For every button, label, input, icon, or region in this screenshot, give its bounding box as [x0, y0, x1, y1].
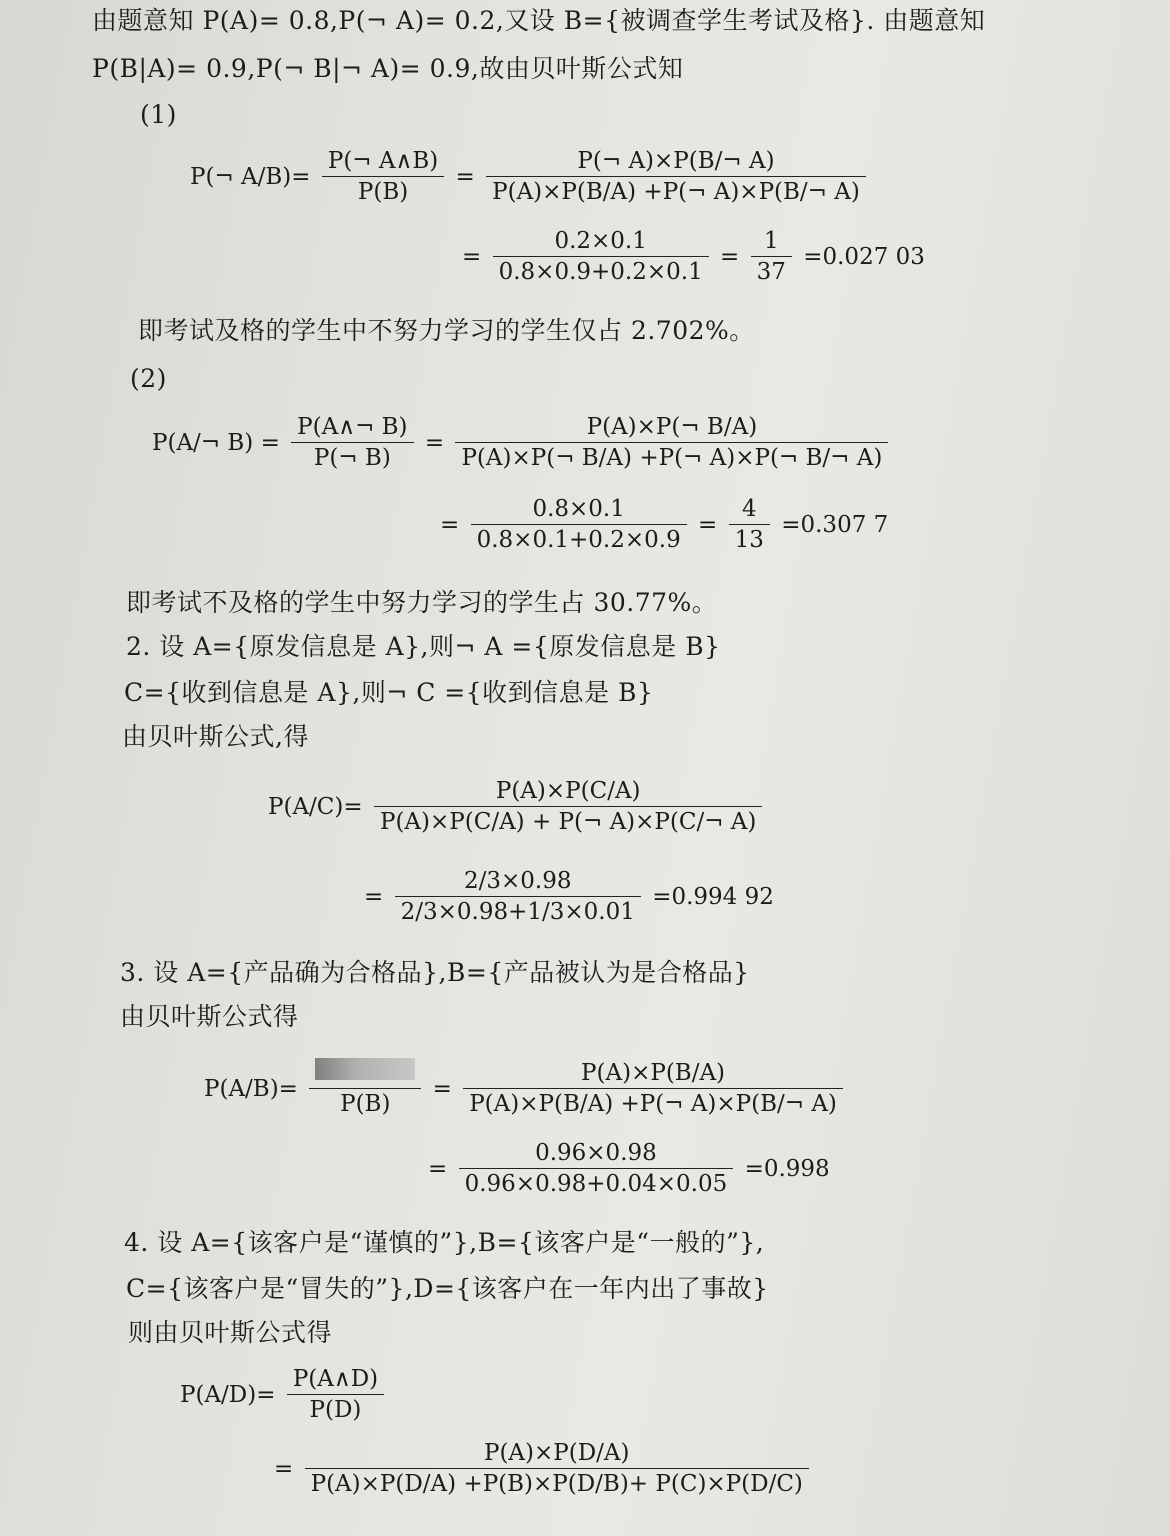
- part2-fraction-4: [729, 494, 770, 555]
- q2-line-3: 由贝叶斯公式,得: [122, 722, 309, 751]
- part2-f1-numerator: P(A∧¬ B): [291, 412, 413, 443]
- q3-f2-denominator: P(A)×P(B/A) +P(¬ A)×P(B/¬ A): [469, 1091, 837, 1117]
- part1-equation-row1: [190, 146, 870, 207]
- q3-f3-numerator: 0.96×0.98: [459, 1138, 734, 1169]
- part1-fraction-4: [751, 226, 792, 287]
- part1-label: (1): [140, 100, 177, 129]
- q2-line-1: 2. 设 A={原发信息是 A},则¬ A ={原发信息是 B}: [126, 632, 721, 661]
- q4-equals: =: [274, 1455, 294, 1482]
- part1-equals-2: =: [462, 243, 482, 270]
- q3-lhs: P(A/B)=: [204, 1075, 298, 1102]
- q2-fraction-2: [395, 866, 641, 927]
- intro-line-2: P(B|A)= 0.9,P(¬ B|¬ A)= 0.9,故由贝叶斯公式知: [92, 54, 684, 83]
- q3-line-1: 3. 设 A={产品确为合格品},B={产品被认为是合格品}: [120, 958, 750, 987]
- part2-lhs: P(A/¬ B) =: [152, 429, 280, 456]
- part1-f1-denominator: P(B): [357, 179, 409, 205]
- q3-f1-numerator-obscured: [309, 1058, 421, 1089]
- part1-fraction-1: [322, 146, 444, 207]
- part1-equation-row2: [462, 226, 925, 287]
- q4-f2-numerator: P(A)×P(D/A): [305, 1438, 809, 1469]
- q4-line-2: C={该客户是“冒失的”},D={该客户在一年内出了事故}: [126, 1274, 769, 1303]
- part1-f1-numerator: P(¬ A∧B): [322, 146, 444, 177]
- q2-line-2: C={收到信息是 A},则¬ C ={收到信息是 B}: [124, 678, 654, 707]
- q3-equation-row2: [428, 1138, 830, 1199]
- part1-f2-denominator: P(A)×P(B/A) +P(¬ A)×P(B/¬ A): [492, 179, 860, 205]
- part2-f4-denominator: 13: [734, 527, 764, 553]
- part1-f4-numerator: 1: [751, 226, 792, 257]
- q3-f2-numerator: P(A)×P(B/A): [463, 1058, 843, 1089]
- part1-conclusion: 即考试及格的学生中不努力学习的学生仅占 2.702%。: [138, 316, 755, 345]
- part1-result: =0.027 03: [803, 243, 925, 270]
- q3-fraction-3: [459, 1138, 734, 1199]
- part2-label: (2): [130, 364, 167, 393]
- q4-lhs: P(A/D)=: [180, 1381, 276, 1408]
- intro-line-1: 由题意知 P(A)= 0.8,P(¬ A)= 0.2,又设 B={被调查学生考试及格}. 由题意知: [92, 6, 986, 35]
- part2-fraction-3: [471, 494, 687, 555]
- part2-fraction-2: [455, 412, 888, 473]
- q2-f2-numerator: 2/3×0.98: [395, 866, 641, 897]
- q4-equation-row2: [274, 1438, 813, 1499]
- part2-fraction-1: [291, 412, 413, 473]
- part1-f4-denominator: 37: [756, 259, 786, 285]
- q3-equals-2: =: [428, 1155, 448, 1182]
- q2-f2-denominator: 2/3×0.98+1/3×0.01: [400, 899, 635, 925]
- part1-fraction-3: [493, 226, 709, 287]
- q3-f1-denominator: P(B): [340, 1091, 391, 1117]
- q4-f1-numerator: P(A∧D): [287, 1364, 384, 1395]
- q4-equation-row1: [180, 1364, 388, 1425]
- part2-equals-2: =: [440, 511, 460, 538]
- part2-equation-row2: [440, 494, 888, 555]
- q4-line-3: 则由贝叶斯公式得: [128, 1318, 333, 1347]
- part2-f4-numerator: 4: [729, 494, 770, 525]
- part2-conclusion: 即考试不及格的学生中努力学习的学生占 30.77%。: [126, 588, 718, 617]
- q2-fraction-1: [374, 776, 762, 837]
- part1-equals: =: [455, 163, 475, 190]
- q3-line-2: 由贝叶斯公式得: [120, 1002, 299, 1031]
- part2-equals: =: [424, 429, 445, 456]
- part2-f3-numerator: 0.8×0.1: [471, 494, 687, 525]
- q4-fraction-1: [287, 1364, 384, 1425]
- q3-f3-denominator: 0.96×0.98+0.04×0.05: [464, 1171, 728, 1197]
- part1-f2-numerator: P(¬ A)×P(B/¬ A): [486, 146, 866, 177]
- q2-lhs: P(A/C)=: [268, 793, 363, 820]
- q3-fraction-1: [309, 1058, 421, 1119]
- part2-f2-denominator: P(A)×P(¬ B/A) +P(¬ A)×P(¬ B/¬ A): [461, 445, 883, 471]
- part2-f1-denominator: P(¬ B): [313, 445, 391, 471]
- q3-fraction-2: [463, 1058, 843, 1119]
- part1-equals-3: =: [720, 243, 740, 270]
- q2-equation-row2: [364, 866, 774, 927]
- part2-f3-denominator: 0.8×0.1+0.2×0.9: [476, 527, 681, 553]
- q3-equals: =: [432, 1075, 452, 1102]
- q2-f1-numerator: P(A)×P(C/A): [374, 776, 762, 807]
- q3-equation-row1: [204, 1058, 847, 1119]
- obscured-mark: [315, 1058, 415, 1080]
- part1-f3-denominator: 0.8×0.9+0.2×0.1: [498, 259, 703, 285]
- q2-result: =0.994 92: [652, 883, 774, 910]
- q4-fraction-2: [305, 1438, 809, 1499]
- part1-f3-numerator: 0.2×0.1: [493, 226, 709, 257]
- q2-equation-row1: [268, 776, 766, 837]
- q4-f2-denominator: P(A)×P(D/A) +P(B)×P(D/B)+ P(C)×P(D/C): [310, 1471, 803, 1497]
- part2-result: =0.307 7: [781, 511, 889, 538]
- q4-f1-denominator: P(D): [309, 1397, 362, 1423]
- part1-fraction-2: [486, 146, 866, 207]
- part2-equals-3: =: [698, 511, 718, 538]
- part1-lhs: P(¬ A/B)=: [190, 163, 311, 190]
- part2-equation-row1: [152, 412, 892, 473]
- q2-f1-denominator: P(A)×P(C/A) + P(¬ A)×P(C/¬ A): [379, 809, 757, 835]
- q4-line-1: 4. 设 A={该客户是“谨慎的”},B={该客户是“一般的”},: [124, 1228, 765, 1257]
- q3-result: =0.998: [744, 1155, 830, 1182]
- q2-equals: =: [364, 883, 384, 910]
- part2-f2-numerator: P(A)×P(¬ B/A): [455, 412, 888, 443]
